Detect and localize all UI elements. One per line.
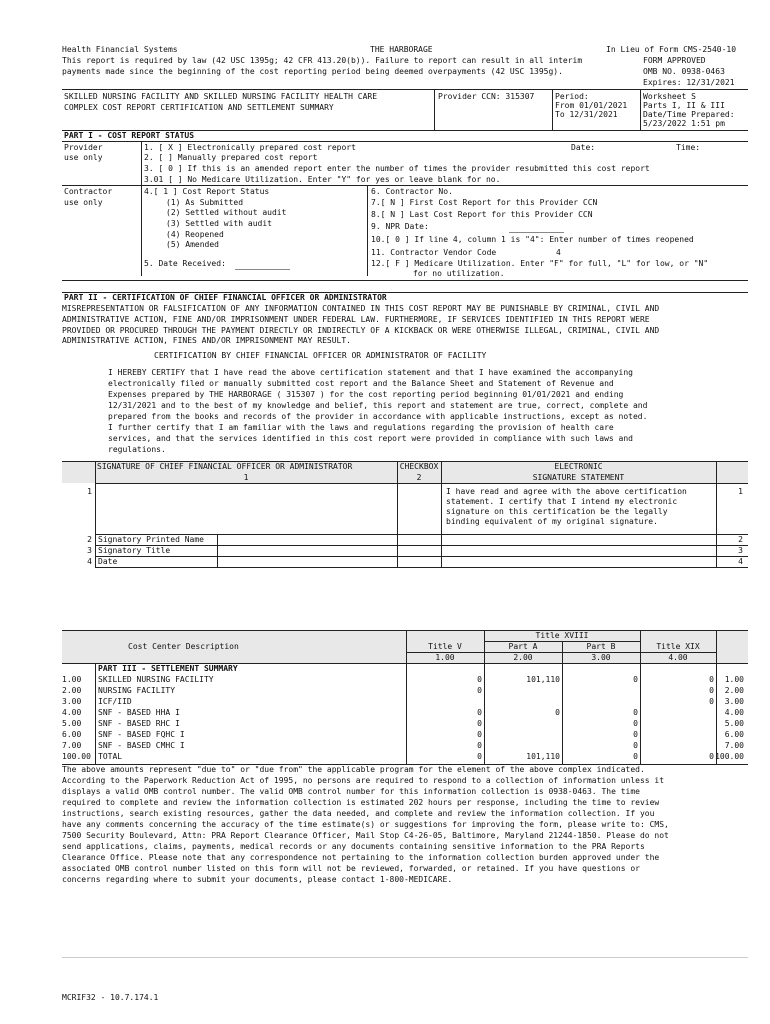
settlement-value-v: 0 bbox=[477, 719, 482, 728]
footnote-line: instructions, search existing resources, gather the data needed, and complete and review the information collection. If you bbox=[62, 809, 655, 818]
signature-statement-line: I have read and agree with the above certification bbox=[446, 487, 687, 496]
sig-col-1-number: 1 bbox=[243, 473, 249, 482]
warning-line: PROVIDED OR PROCURED THROUGH THE PAYMENT DIRECTLY OR INDIRECTLY OF A KICKBACK OR WERE OTHERWISE ILLEGAL, CRIMINAL, CIVIL AND bbox=[62, 326, 660, 335]
date-label: Date: bbox=[571, 143, 596, 152]
omb-number: OMB NO. 0938-0463 bbox=[643, 67, 725, 76]
part2-heading: PART II - CERTIFICATION OF CHIEF FINANCIAL OFFICER OR ADMINISTRATOR bbox=[64, 293, 387, 302]
cost-center-description: SNF - BASED RHC I bbox=[98, 719, 180, 728]
signatory-title-label: Signatory Title bbox=[98, 546, 171, 555]
cert-text-line: services, and that the services identified in this cost report were provided in compliance with such laws and bbox=[108, 434, 633, 443]
sig-col-3-header-a: ELECTRONIC bbox=[554, 462, 603, 471]
row-line-number-right: 4.00 bbox=[724, 708, 744, 717]
sig-col-2-header: CHECKBOX bbox=[399, 462, 439, 471]
sig-row-number-right: 3 bbox=[738, 546, 743, 555]
part1-line-3: 3. [ 0 ] If this is an amended report enter the number of times the provider resubmitted this cost report bbox=[144, 164, 650, 173]
vendor-code-value: 4 bbox=[556, 248, 561, 257]
title-v-header: Title V bbox=[428, 642, 462, 651]
sig-row-number-right: 1 bbox=[738, 487, 743, 496]
worksheet: Worksheet S bbox=[643, 92, 696, 101]
footnote-line: have any comments concerning the accuracy of the time estimate(s) or suggestions for improving the form, please write to: CMS, bbox=[62, 820, 669, 829]
status-item: (4) Reopened bbox=[166, 230, 224, 239]
provider-use-1: Provider bbox=[64, 143, 103, 152]
footnote-line: concerns regarding where to submit your documents, please contact 1-800-MEDICARE. bbox=[62, 875, 453, 884]
cost-center-description: SNF - BASED FQHC I bbox=[98, 730, 185, 739]
sig-row-number: 2 bbox=[87, 535, 92, 544]
sig-row-number-right: 2 bbox=[738, 535, 743, 544]
footnote-line: The above amounts represent "due to" or "due from" the applicable program for the element of the above complex indicated. bbox=[62, 765, 645, 774]
sig-col-2-number: 2 bbox=[416, 473, 422, 482]
date-received-label: 5. Date Received: bbox=[144, 259, 226, 268]
date-received-field[interactable] bbox=[235, 269, 290, 270]
time-label: Time: bbox=[676, 143, 701, 152]
settlement-value-xix: 0 bbox=[709, 752, 714, 761]
settlement-value-v: 0 bbox=[477, 730, 482, 739]
footnote-line: displays a valid OMB control number. The valid OMB control number for this information collection is 0938-0463. The time bbox=[62, 787, 640, 796]
date-prepared-label: Date/Time Prepared: bbox=[643, 110, 735, 119]
footer-code: MCRIF32 - 10.7.174.1 bbox=[62, 993, 159, 1002]
date-label: Date bbox=[98, 557, 118, 566]
parts: Parts I, II & III bbox=[643, 101, 725, 110]
row-line-number-right: 2.00 bbox=[724, 686, 744, 695]
signature-statement-line: signature on this certification be the legally bbox=[446, 507, 668, 516]
settlement-value-b: 0 bbox=[633, 719, 638, 728]
row-line-number-right: 6.00 bbox=[724, 730, 744, 739]
footnote-line: 7500 Security Boulevard, Attn: PRA Report Clearance Officer, Mail Stop C4-26-05, Baltimore, Maryland 21244-1850. Please do not bbox=[62, 831, 669, 840]
row-line-number-right: 3.00 bbox=[724, 697, 744, 706]
expires: Expires: 12/31/2021 bbox=[643, 78, 735, 87]
title-xviii-header: Title XVIII bbox=[535, 631, 589, 640]
part1-line-2: 2. [ ] Manually prepared cost report bbox=[144, 153, 318, 162]
cert-text-line: prepared from the books and records of the provider in accordance with applicable instructions, except as noted. bbox=[108, 412, 648, 421]
part1-r12-b: for no utilization. bbox=[413, 269, 505, 278]
settlement-value-a: 101,110 bbox=[526, 675, 560, 684]
part1-r11: 11. Contractor Vendor Code bbox=[371, 248, 497, 257]
row-line-number: 3.00 bbox=[62, 697, 82, 706]
row-line-number: 4.00 bbox=[62, 708, 82, 717]
npr-date-field[interactable] bbox=[509, 232, 564, 233]
status-item: (5) Amended bbox=[166, 240, 219, 249]
row-line-number-right: 7.00 bbox=[724, 741, 744, 750]
contractor-use-2: use only bbox=[64, 198, 103, 207]
part-b-col-number: 3.00 bbox=[591, 653, 611, 662]
cert-title: CERTIFICATION BY CHIEF FINANCIAL OFFICER OR ADMINISTRATOR OF FACILITY bbox=[154, 351, 487, 360]
title-v-col-number: 1.00 bbox=[435, 653, 455, 662]
notice-line-2: payments made since the beginning of the cost reporting period being deemed overpayments (42 USC 1395g). bbox=[62, 67, 563, 76]
settlement-summary-heading: PART III - SETTLEMENT SUMMARY bbox=[98, 664, 238, 673]
date-prepared: 5/23/2022 1:51 pm bbox=[643, 119, 725, 128]
cert-text-line: regulations. bbox=[108, 445, 166, 454]
title-line-1: SKILLED NURSING FACILITY AND SKILLED NURSING FACILITY HEALTH CARE bbox=[64, 92, 378, 101]
settlement-value-b: 0 bbox=[633, 752, 638, 761]
settlement-value-v: 0 bbox=[477, 708, 482, 717]
part1-line-1: 1. [ X ] Electronically prepared cost report bbox=[144, 143, 356, 152]
settlement-value-v: 0 bbox=[477, 752, 482, 761]
part-a-header: Part A bbox=[508, 642, 538, 651]
cert-text-line: I HEREBY CERTIFY that I have read the above certification statement and that I have examined the accompanying bbox=[108, 368, 633, 377]
title-line-2: COMPLEX COST REPORT CERTIFICATION AND SETTLEMENT SUMMARY bbox=[64, 103, 334, 112]
form-approved: FORM APPROVED bbox=[643, 56, 706, 65]
cert-text-line: I further certify that I am familiar with the laws and regulations regarding the provision of health care bbox=[108, 423, 614, 432]
cost-center-description: NURSING FACILITY bbox=[98, 686, 176, 695]
settlement-value-xix: 0 bbox=[709, 675, 714, 684]
footnote-line: required to complete and review the information collection is estimated 202 hours per response, including the time to review bbox=[62, 798, 660, 807]
settlement-value-v: 0 bbox=[477, 741, 482, 750]
row-line-number-right: 100.00 bbox=[715, 752, 744, 761]
cost-center-description-header: Cost Center Description bbox=[128, 642, 239, 651]
notice-line-1: This report is required by law (42 USC 1395g; 42 CFR 413.20(b)). Failure to report can result in all interim bbox=[62, 56, 583, 65]
row-line-number-right: 5.00 bbox=[724, 719, 744, 728]
cost-center-description: TOTAL bbox=[98, 752, 123, 761]
part1-r7: 7.[ N ] First Cost Report for this Provider CCN bbox=[371, 198, 598, 207]
title-xix-col-number: 4.00 bbox=[668, 653, 688, 662]
warning-line: ADMINISTRATIVE ACTION, FINES AND/OR IMPRISONMENT MAY RESULT. bbox=[62, 336, 351, 345]
footnote-line: associated OMB control number listed on this form will not be reviewed, forwarded, or retained. If you have questions or bbox=[62, 864, 640, 873]
settlement-value-b: 0 bbox=[633, 741, 638, 750]
contractor-use-1: Contractor bbox=[64, 187, 113, 196]
sig-row-number: 3 bbox=[87, 546, 92, 555]
part-a-col-number: 2.00 bbox=[513, 653, 533, 662]
part1-heading: PART I - COST REPORT STATUS bbox=[64, 131, 195, 140]
cost-center-description: ICF/IID bbox=[98, 697, 132, 706]
period-to: To 12/31/2021 bbox=[555, 110, 618, 119]
settlement-value-b: 0 bbox=[633, 730, 638, 739]
signature-statement-line: binding equivalent of my original signature. bbox=[446, 517, 658, 526]
sig-row-number-right: 4 bbox=[738, 557, 743, 566]
cert-text-line: 12/31/2021 and to the best of my knowledge and belief, this report and statement are true, correct, complete and bbox=[108, 401, 648, 410]
provider-ccn: Provider CCN: 315307 bbox=[438, 92, 535, 101]
status-item: (2) Settled without audit bbox=[166, 208, 287, 217]
settlement-value-v: 0 bbox=[477, 675, 482, 684]
sig-col-3-header-b: SIGNATURE STATEMENT bbox=[532, 473, 625, 482]
settlement-value-b: 0 bbox=[633, 675, 638, 684]
row-line-number-right: 1.00 bbox=[724, 675, 744, 684]
footnote-line: send applications, claims, payments, medical records or any documents containing sensitive information to the PRA Reports bbox=[62, 842, 645, 851]
part1-r9: 9. NPR Date: bbox=[371, 222, 429, 231]
cost-center-description: SKILLED NURSING FACILITY bbox=[98, 675, 214, 684]
part1-r6: 6. Contractor No. bbox=[371, 187, 453, 196]
part1-r12-a: 12.[ F ] Medicare Utilization. Enter "F" for full, "L" for low, or "N" bbox=[371, 259, 709, 268]
status-item: (3) Settled with audit bbox=[166, 219, 272, 228]
sig-col-1-header: SIGNATURE OF CHIEF FINANCIAL OFFICER OR ADMINISTRATOR bbox=[97, 462, 353, 471]
row-line-number: 2.00 bbox=[62, 686, 82, 695]
header-left: Health Financial Systems bbox=[62, 45, 178, 54]
title-xix-header: Title XIX bbox=[656, 642, 700, 651]
row-line-number: 7.00 bbox=[62, 741, 82, 750]
cert-text-line: electronically filed or manually submitted cost report and the Balance Sheet and Statement of Revenue and bbox=[108, 379, 614, 388]
footnote-line: According to the Paperwork Reduction Act of 1995, no persons are required to respond to a collection of information unless it bbox=[62, 776, 665, 785]
settlement-value-a: 101,110 bbox=[526, 752, 560, 761]
row-line-number: 6.00 bbox=[62, 730, 82, 739]
settlement-value-xix: 0 bbox=[709, 697, 714, 706]
part1-r8: 8.[ N ] Last Cost Report for this Provider CCN bbox=[371, 210, 593, 219]
sig-row-number: 1 bbox=[87, 487, 92, 496]
row-line-number: 1.00 bbox=[62, 675, 82, 684]
row-line-number: 100.00 bbox=[62, 752, 91, 761]
provider-use-2: use only bbox=[64, 153, 103, 162]
signatory-printed-name-label: Signatory Printed Name bbox=[98, 535, 204, 544]
part1-r10: 10.[ 0 ] If line 4, column 1 is "4": Enter number of times reopened bbox=[371, 235, 694, 244]
warning-line: MISREPRESENTATION OR FALSIFICATION OF ANY INFORMATION CONTAINED IN THIS COST REPORT MAY BE PUNISHABLE BY CRIMINAL, CIVIL AND bbox=[62, 304, 660, 313]
status-item: (1) As Submitted bbox=[166, 198, 244, 207]
cost-center-description: SNF - BASED CMHC I bbox=[98, 741, 185, 750]
period-label: Period: bbox=[555, 92, 589, 101]
signature-statement-line: statement. I certify that I intend my electronic bbox=[446, 497, 678, 506]
part1-line-3-01: 3.01 [ ] No Medicare Utilization. Enter "Y" for yes or leave blank for no. bbox=[144, 175, 501, 184]
settlement-value-b: 0 bbox=[633, 708, 638, 717]
settlement-value-a: 0 bbox=[555, 708, 560, 717]
sig-row-number: 4 bbox=[87, 557, 92, 566]
period-from: From 01/01/2021 bbox=[555, 101, 628, 110]
cert-text-line: Expenses prepared by THE HARBORAGE ( 315307 ) for the cost reporting period beginning 01/01/2021 and ending bbox=[108, 390, 624, 399]
cost-center-description: SNF - BASED HHA I bbox=[98, 708, 180, 717]
header-right: In Lieu of Form CMS-2540-10 bbox=[606, 45, 737, 54]
footnote-line: Clearance Office. Please note that any correspondence not pertaining to the information collection burden approved under the bbox=[62, 853, 660, 862]
settlement-value-v: 0 bbox=[477, 686, 482, 695]
settlement-value-xix: 0 bbox=[709, 686, 714, 695]
part-b-header: Part B bbox=[586, 642, 616, 651]
row-line-number: 5.00 bbox=[62, 719, 82, 728]
warning-line: ADMINISTRATIVE ACTION, FINE AND/OR IMPRISONMENT UNDER FEDERAL LAW. FURTHERMORE, IF SERVICES IDENTIFIED IN THIS REPORT WERE bbox=[62, 315, 650, 324]
header-center: THE HARBORAGE bbox=[370, 45, 433, 54]
status-heading: 4.[ 1 ] Cost Report Status bbox=[144, 187, 270, 196]
